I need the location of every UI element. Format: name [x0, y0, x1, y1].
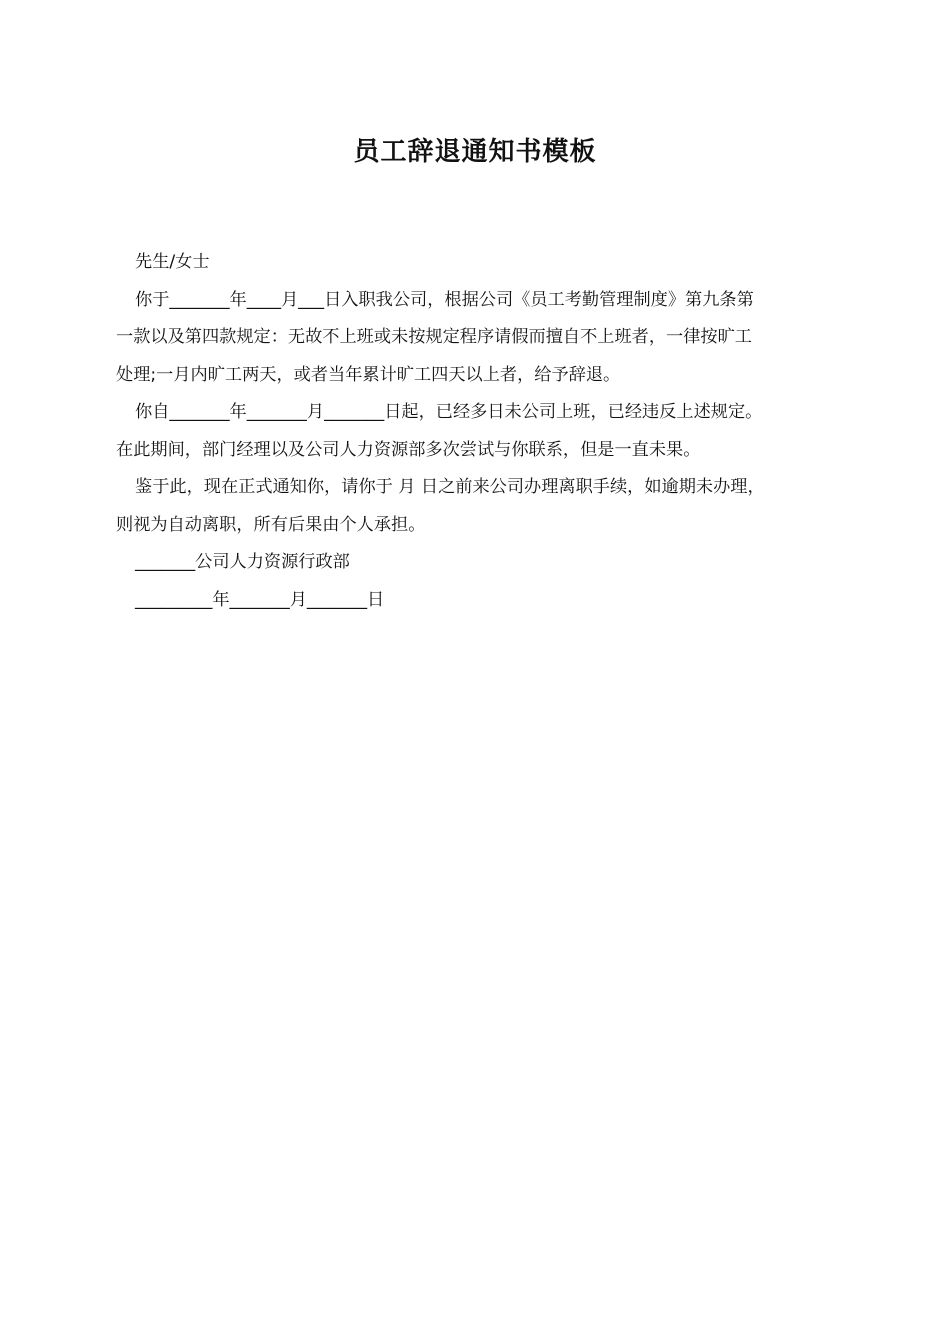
document-body	[116, 244, 850, 619]
paragraph-line: 你于_______年____月___日入职我公司，根据公司《员工考勤管理制度》第九条第	[135, 289, 754, 310]
paragraph-line: 则视为自动离职，所有后果由个人承担。	[116, 514, 426, 535]
signature-date-line: _________年_______月_______日	[135, 589, 385, 610]
salutation-line: 先生/女士	[135, 252, 210, 272]
paragraph-line: 鉴于此，现在正式通知你，请你于 月 日之前来公司办理离职手续，如逾期未办理，	[135, 477, 765, 497]
paragraph-line: 处理;一月内旷工两天，或者当年累计旷工四天以上者，给予辞退。	[116, 364, 621, 385]
paragraph-line: 你自_______年_______月_______日起，已经多日未公司上班，已经违反上述规定。	[135, 402, 763, 422]
document-title: 员工辞退通知书模板	[353, 137, 597, 167]
paragraph-line: 在此期间，部门经理以及公司人力资源部多次尝试与你联系，但是一直未果。	[116, 439, 701, 460]
paragraph-line: 一款以及第四款规定：无故不上班或未按规定程序请假而擅自不上班者，一律按旷工	[116, 327, 752, 347]
signature-department-line: _______公司人力资源行政部	[135, 552, 350, 572]
